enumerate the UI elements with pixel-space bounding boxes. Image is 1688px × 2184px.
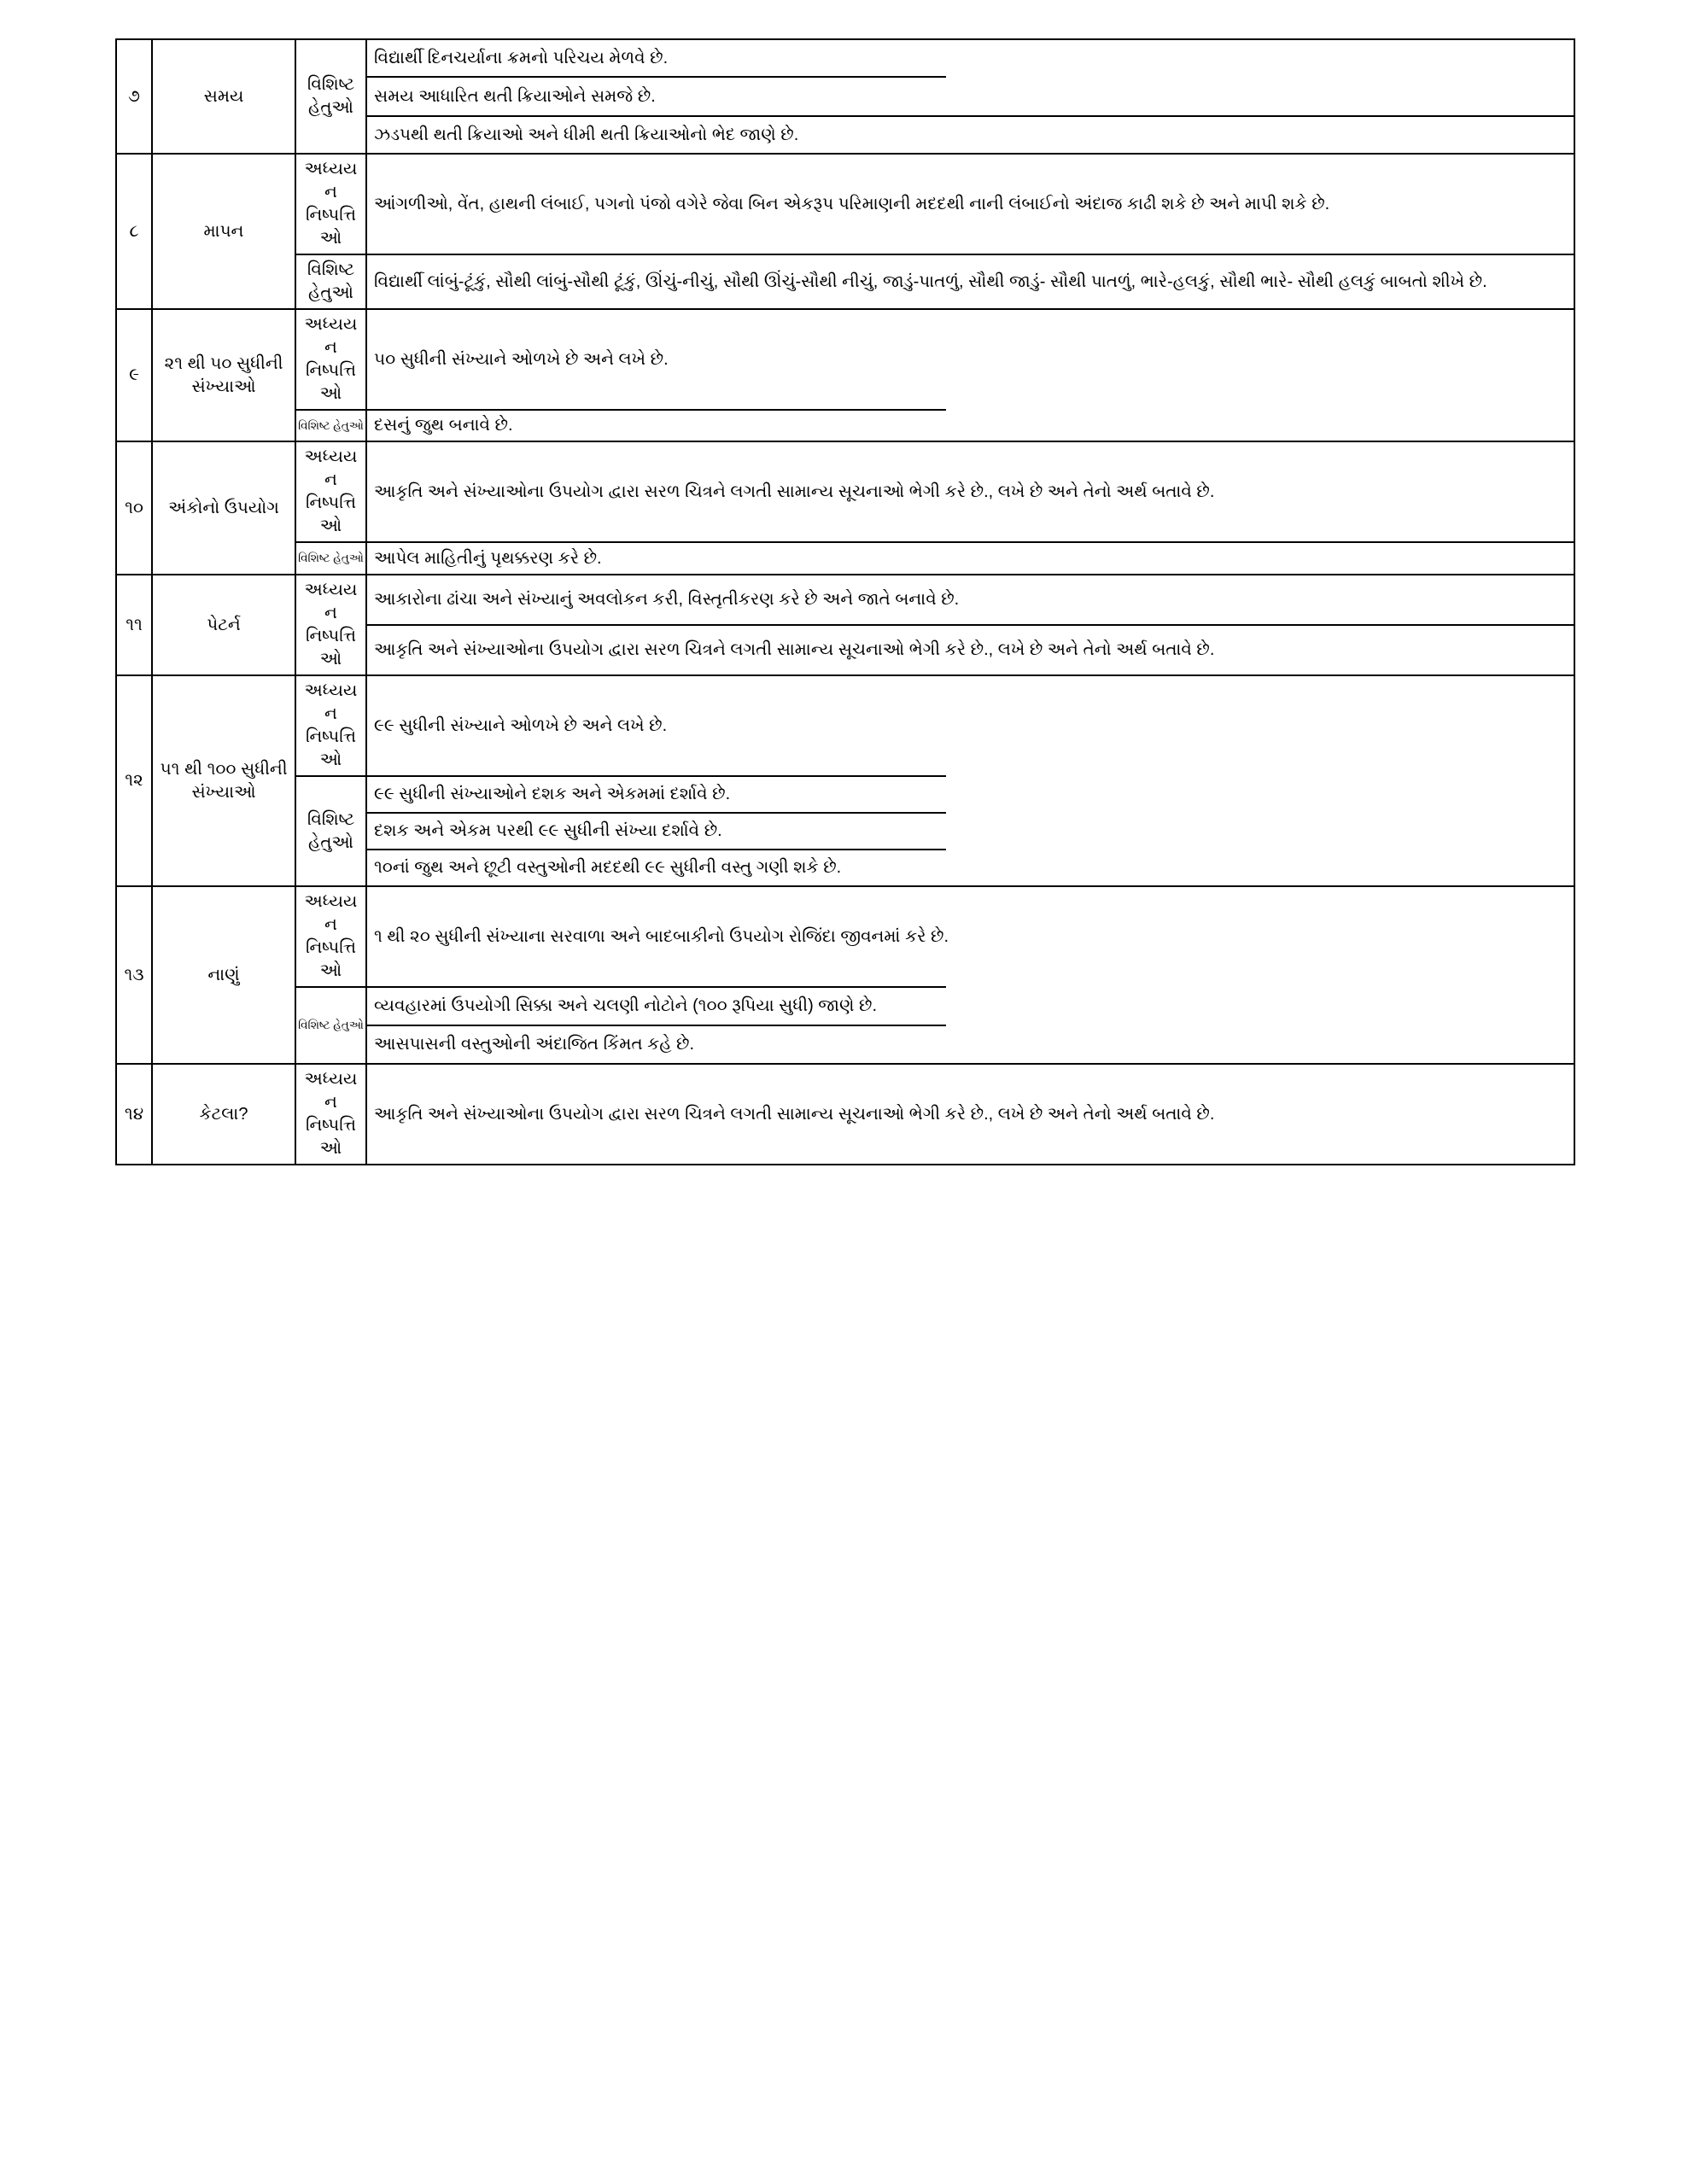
row-number-cell: ૭ [117,40,153,155]
table-row [117,411,1575,442]
description-cell: આપેલ માહિતીનું પૃથક્કરણ કરે છે. [367,543,1575,575]
table-row [117,1065,1575,1165]
table-row [117,676,1575,777]
table-row [117,255,1575,310]
description-cell: સમય આધારિત થતી ક્રિયાઓને સમજે છે. [367,78,1575,117]
category-label-cell: અધ્યયન નિષ્પત્તિઓ [296,887,367,988]
row-number-cell: ૯ [117,310,153,442]
description-cell: આકારોના ઢાંચા અને સંખ્યાનું અવલોકન કરી, વિસ્તૃતીકરણ કરે છે અને જાતે બનાવે છે. [367,575,1575,626]
description-cell: આસપાસની વસ્તુઓની અંદાજિત કિંમત કહે છે. [367,1026,1575,1065]
category-label-cell: વિશિષ્ટ હેતુઓ [296,543,367,575]
description-cell: ૫૦ સુધીની સંખ્યાને ઓળખે છે અને લખે છે. [367,310,1575,411]
row-number-cell: ૮ [117,155,153,310]
category-label-cell: અધ્યયન નિષ્પત્તિઓ [296,442,367,543]
table-row [117,575,1575,626]
category-label-cell: વિશિષ્ટ હેતુઓ [296,411,367,442]
category-label-cell: વિશિષ્ટ હેતુઓ [296,255,367,310]
topic-cell: અંકોનો ઉપયોગ [153,442,296,575]
learning-outcomes-table [115,38,1575,1165]
table-row [117,155,1575,255]
category-label-cell: વિશિષ્ટ હેતુઓ [296,988,367,1065]
description-cell: વિદ્યાર્થી દિનચર્યાના ક્રમનો પરિચય મેળવે છે. [367,40,1575,78]
topic-cell: સમય [153,40,296,155]
description-cell: આકૃતિ અને સંખ્યાઓના ઉપયોગ દ્વારા સરળ ચિત્રને લગતી સામાન્ય સૂચનાઓ ભેગી કરે છે., લખે છે અને તેનો અર્થ બતાવે છે. [367,626,1575,676]
description-cell: વ્યવહારમાં ઉપયોગી સિક્કા અને ચલણી નોટોને (૧૦૦ રૂપિયા સુધી) જાણે છે. [367,988,1575,1026]
description-cell: વિદ્યાર્થી લાંબું-ટૂંકું, સૌથી લાંબું-સૌથી ટૂંકું, ઊંચું-નીચું, સૌથી ઊંચું-સૌથી નીચું, જાડું-પાતળું, સૌથી જાડું- સૌથી પાતળું, ભારે-હલકું, સૌથી ભારે- સૌથી હલકું બાબતો શીખે છે. [367,255,1575,310]
topic-cell: કેટલા? [153,1065,296,1165]
topic-cell: પેટર્ન [153,575,296,676]
description-cell: ૯૯ સુધીની સંખ્યાને ઓળખે છે અને લખે છે. [367,676,1575,777]
table-row [117,442,1575,543]
description-cell: ઝડપથી થતી ક્રિયાઓ અને ધીમી થતી ક્રિયાઓનો ભેદ જાણે છે. [367,117,1575,155]
table-row [117,310,1575,411]
table-row [117,543,1575,575]
description-cell: ૧ થી ૨૦ સુધીની સંખ્યાના સરવાળા અને બાદબાકીનો ઉપયોગ રોજિંદા જીવનમાં કરે છે. [367,887,1575,988]
category-label-cell: અધ્યયન નિષ્પત્તિઓ [296,1065,367,1165]
description-cell: ૧૦નાં જુથ અને છૂટી વસ્તુઓની મદદથી ૯૯ સુધીની વસ્તુ ગણી શકે છે. [367,850,1575,887]
table-row [117,777,1575,814]
row-number-cell: ૧૦ [117,442,153,575]
table-wrapper [115,38,1575,1165]
category-label-cell: અધ્યયન નિષ્પત્તિઓ [296,310,367,411]
description-cell: દશક અને એકમ પરથી ૯૯ સુધીની સંખ્યા દર્શાવે છે. [367,814,1575,850]
description-cell: ૯૯ સુધીની સંખ્યાઓને દશક અને એકમમાં દર્શાવે છે. [367,777,1575,814]
row-number-cell: ૧૨ [117,676,153,887]
topic-cell: નાણું [153,887,296,1065]
row-number-cell: ૧૩ [117,887,153,1065]
category-label-cell: અધ્યયન નિષ્પત્તિઓ [296,575,367,676]
table-row [117,988,1575,1026]
category-label-cell: વિશિષ્ટ હેતુઓ [296,40,367,155]
description-cell: આકૃતિ અને સંખ્યાઓના ઉપયોગ દ્વારા સરળ ચિત્રને લગતી સામાન્ય સૂચનાઓ ભેગી કરે છે., લખે છે અને તેનો અર્થ બતાવે છે. [367,1065,1575,1165]
description-cell: દસનું જુથ બનાવે છે. [367,411,1575,442]
description-cell: આંગળીઓ, વેંત, હાથની લંબાઈ, પગનો પંજો વગેરે જેવા બિન એકરૂપ પરિમાણની મદદથી નાની લંબાઈનો અંદાજ કાઢી શકે છે અને માપી શકે છે. [367,155,1575,255]
category-label-cell: અધ્યયન નિષ્પત્તિઓ [296,155,367,255]
topic-cell: માપન [153,155,296,310]
table-row [117,887,1575,988]
table-row [117,40,1575,78]
category-label-cell: અધ્યયન નિષ્પત્તિઓ [296,676,367,777]
row-number-cell: ૧૪ [117,1065,153,1165]
topic-cell: ૫૧ થી ૧૦૦ સુધીની સંખ્યાઓ [153,676,296,887]
description-cell: આકૃતિ અને સંખ્યાઓના ઉપયોગ દ્વારા સરળ ચિત્રને લગતી સામાન્ય સૂચનાઓ ભેગી કરે છે., લખે છે અને તેનો અર્થ બતાવે છે. [367,442,1575,543]
topic-cell: ૨૧ થી ૫૦ સુધીની સંખ્યાઓ [153,310,296,442]
category-label-cell: વિશિષ્ટ હેતુઓ [296,777,367,887]
row-number-cell: ૧૧ [117,575,153,676]
